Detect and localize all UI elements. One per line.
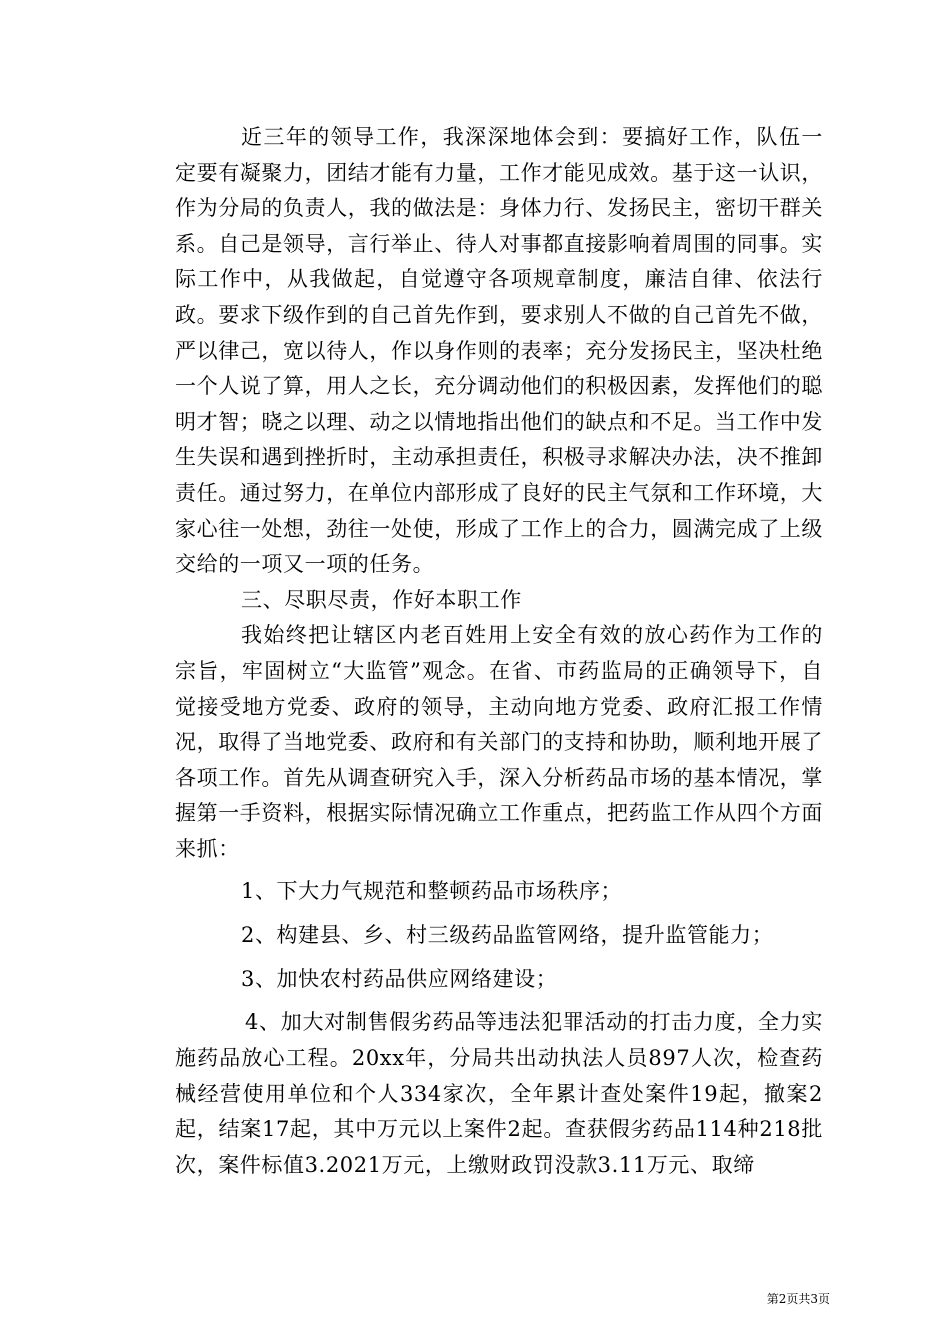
list-item: 2、构建县、乡、村三级药品监管网络，提升监管能力； — [241, 923, 774, 948]
section-heading: 三、尽职尽责，作好本职工作 — [241, 587, 522, 612]
list-item: 4、加大对制售假劣药品等违法犯罪活动的打击力度，全力实施药品放心工程。20xx年，分局共出动执法人员897人次，检查药械经营使用单位和个人334家次，全年累计查处案件19起，撤案2起，结案17起，其中万元以上案件2起。查获假劣药品114种218批次，案件标值3.2021万元，上缴财政罚没款3.11万元、取缔 — [175, 1010, 823, 1177]
list-item: 3、加快农村药品供应网络建设； — [241, 967, 558, 992]
document-body — [175, 120, 823, 1183]
list-item: 1、下大力气规范和整顿药品市场秩序； — [241, 879, 623, 904]
paragraph-leadership: 近三年的领导工作，我深深地体会到：要搞好工作，队伍一定要有凝聚力，团结才能有力量，工作才能见成效。基于这一认识，作为分局的负责人，我的做法是：身体力行、发扬民主，密切干群关系。自己是领导，言行举止、待人对事都直接影响着周围的同事。实际工作中，从我做起，自觉遵守各项规章制度，廉洁自律、依法行政。要求下级作到的自己首先作到，要求别人不做的自己首先不做，严以律己，宽以待人，作以身作则的表率；充分发扬民主，坚决杜绝一个人说了算，用人之长，充分调动他们的积极因素，发挥他们的聪明才智；晓之以理、动之以情地指出他们的缺点和不足。当工作中发生失误和遇到挫折时，主动承担责任，积极寻求解决办法，决不推卸责任。通过努力，在单位内部形成了良好的民主气氛和工作环境，大家心往一处想，劲往一处使，形成了工作上的合力，圆满完成了上级交给的一项又一项的任务。 — [175, 125, 823, 577]
paragraph-duties: 我始终把让辖区内老百姓用上安全有效的放心药作为工作的宗旨，牢固树立“大监管”观念。在省、市药监局的正确领导下，自觉接受地方党委、政府的领导，主动向地方党委、政府汇报工作情况，取得了当地党委、政府和有关部门的支持和协助，顺利地开展了各项工作。首先从调查研究入手，深入分析药品市场的基本情况，掌握第一手资料，根据实际情况确立工作重点，把药监工作从四个方面来抓： — [175, 623, 823, 861]
page-number-footer: 第2页共3页 — [766, 1292, 830, 1306]
